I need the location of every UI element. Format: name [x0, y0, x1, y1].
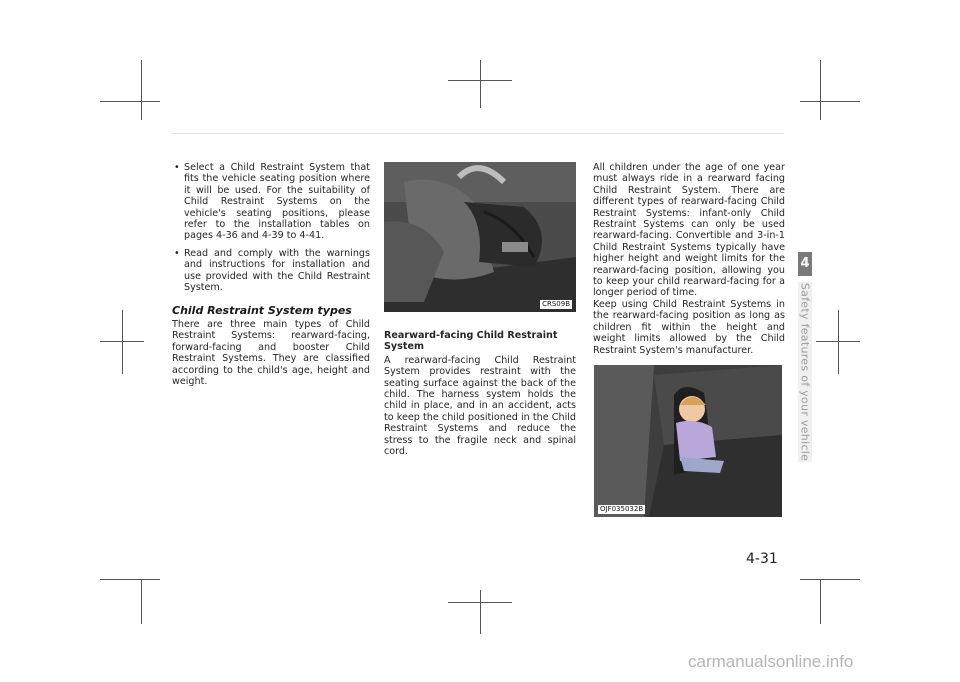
middle-column [384, 330, 576, 457]
header-rule [172, 133, 784, 134]
chapter-title: Safety features of your vehicle [798, 282, 812, 462]
bullet-list [172, 162, 370, 293]
section-subheading: Rearward-facing Child Restraint System [384, 330, 558, 353]
bullet-item: • Select a Child Restraint System that fits the vehicle seating position where it will be used. For the suitability of Child Restraint Systems on the vehicle's seating positions, please refer to the installation tables on pages 4-36 and 4-39 to 4-41. [172, 162, 370, 242]
page-number: 4-31 [746, 551, 778, 567]
crop-mark [448, 80, 512, 81]
crop-mark [800, 579, 860, 580]
paragraph: There are three main types of Child Restraint Systems: rearward-facing, forward-facing and booster Child Restraint Systems. They are classified according to the child's age, height and weight. [172, 318, 370, 387]
bullet-item: • Read and comply with the warnings and instructions for installation and use provided with the Child Restraint System. [172, 248, 370, 294]
right-column [593, 162, 785, 356]
crop-mark [800, 101, 860, 102]
paragraph: Keep using Child Restraint Systems in the rearward-facing position as long as children fit within the height and weight limits allowed by the Child Restraint System's manufacturer. [593, 298, 785, 356]
seat-illustration [384, 162, 576, 312]
crop-mark [820, 580, 821, 624]
rearward-facing-seat-photo [384, 162, 576, 312]
crop-mark [480, 60, 481, 108]
chapter-tab: 4 [798, 252, 812, 276]
paragraph: A rearward-facing Child Restraint System provides restraint with the seating surface against the back of the child. The harness system holds the child in place, and in an accident, acts to keep the child positioned in the Child Restraint Systems and reduce the stress to the fragile neck and spinal cord. [384, 354, 576, 458]
crop-mark [816, 341, 860, 342]
left-column [172, 162, 370, 387]
paragraph: All children under the age of one year must always ride in a rearward facing Child Restraint System. There are different types of rearward-facing Child Restraint Systems: infant-only Child Restraint Systems can only be used rearward-facing. Convertible and 3-in-1 Child Restraint Systems typically have higher height and weight limits for the rearward-facing position, allowing you to keep your child rearward-facing for a longer period of time. [593, 162, 785, 299]
image-code-label: OJF035032B [600, 505, 644, 513]
crop-mark [141, 60, 142, 120]
crop-mark [838, 310, 839, 374]
child-in-seat-photo [594, 365, 782, 517]
image-code-label: CRS09B [542, 300, 570, 308]
crop-mark [100, 101, 160, 102]
crop-mark [141, 580, 142, 624]
watermark: carmanualsonline.info [688, 652, 854, 671]
crop-mark [122, 310, 123, 374]
crop-mark [480, 590, 481, 634]
crop-mark [820, 60, 821, 120]
crop-mark [100, 579, 160, 580]
crop-mark [100, 341, 144, 342]
crop-mark [448, 602, 512, 603]
section-heading: Child Restraint System types [172, 304, 352, 318]
child-seat-illustration [594, 365, 782, 517]
